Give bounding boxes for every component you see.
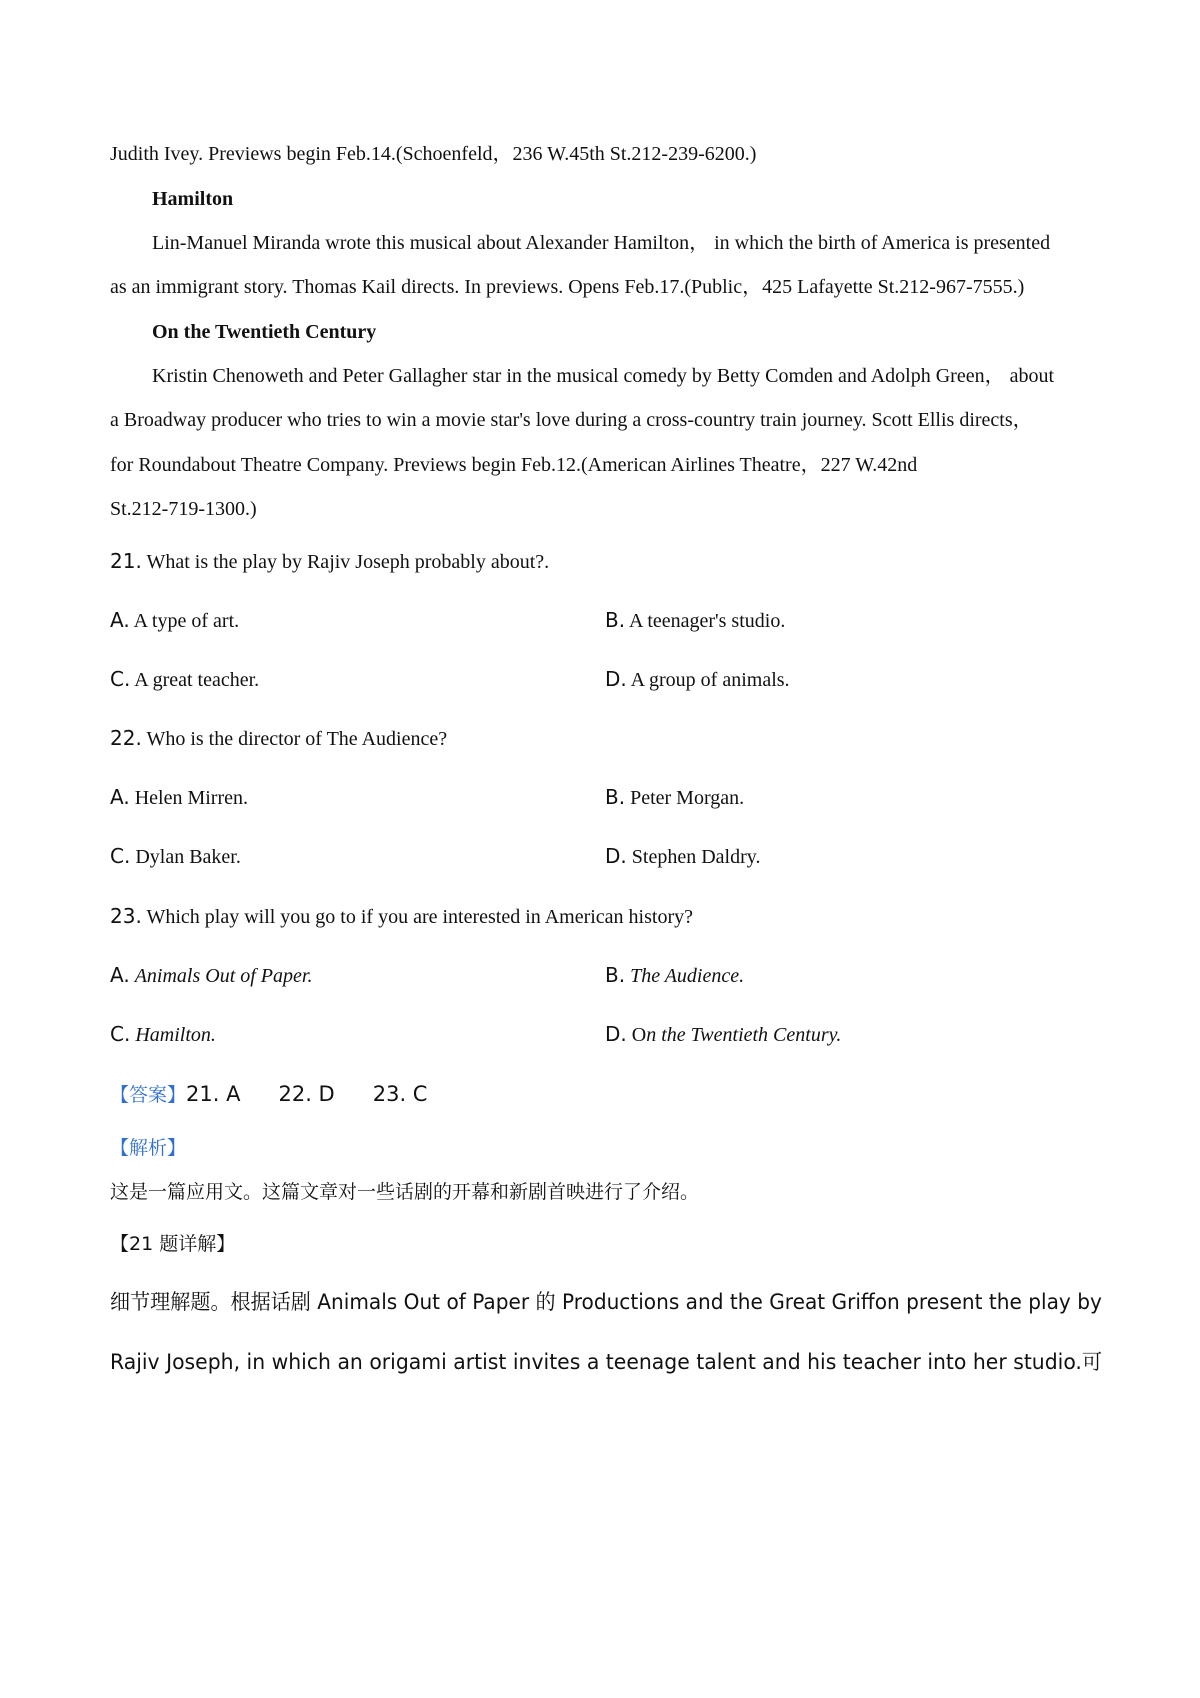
analysis-summary: 这是一篇应用文。这篇文章对一些话剧的开幕和新剧首映进行了介绍。 bbox=[110, 1181, 700, 1203]
question-21 bbox=[110, 547, 1102, 576]
question-23 bbox=[110, 902, 1102, 931]
hamilton-paragraph-line-1: Lin-Manuel Miranda wrote this musical about Alexander Hamilton， in which the birth of America is presented bbox=[152, 232, 1051, 254]
q22-option-c: C. Dylan Baker. bbox=[110, 844, 241, 868]
hamilton-heading: Hamilton bbox=[152, 188, 234, 210]
question-22 bbox=[110, 724, 1102, 753]
q21-option-c: C. A great teacher. bbox=[110, 667, 260, 691]
question-text: Which play will you go to if you are interested in American history? bbox=[146, 906, 693, 928]
century-heading: On the Twentieth Century bbox=[152, 321, 377, 343]
century-paragraph-line-2: a Broadway producer who tries to win a movie star's love during a cross-country train journey. Scott Ellis directs， bbox=[110, 409, 1033, 431]
answer-22: 22. D bbox=[278, 1082, 335, 1106]
q22-option-b: B. Peter Morgan. bbox=[605, 785, 745, 809]
q23-option-a: A. Animals Out of Paper. bbox=[110, 963, 313, 987]
q21-option-d: D. A group of animals. bbox=[605, 667, 790, 691]
q22-option-d: D. Stephen Daldry. bbox=[605, 844, 761, 868]
passage-line-judith: Judith Ivey. Previews begin Feb.14.(Schoenfeld，236 W.45th St.212-239-6200.) bbox=[110, 143, 757, 165]
q21-detail-line-1: 细节理解题。根据话剧 Animals Out of Paper 的 Productions and the Great Griffon present the play by bbox=[110, 1290, 1102, 1314]
hamilton-paragraph-line-2: as an immigrant story. Thomas Kail directs. In previews. Opens Feb.17.(Public，425 Lafayette St.212-967-7555.) bbox=[110, 276, 1025, 298]
analysis-label: 【解析】 bbox=[110, 1137, 187, 1159]
century-paragraph-line-3: for Roundabout Theatre Company. Previews begin Feb.12.(American Airlines Theatre，227 W.42nd bbox=[110, 454, 918, 476]
q22-option-a: A. Helen Mirren. bbox=[110, 785, 248, 809]
answer-23: 23. C bbox=[372, 1082, 428, 1106]
question-number: 23. bbox=[110, 904, 142, 928]
answer-21: 21. A bbox=[186, 1082, 241, 1106]
q21-option-b: B. A teenager's studio. bbox=[605, 608, 786, 632]
q23-option-d: D. On the Twentieth Century. bbox=[605, 1022, 842, 1046]
answer-label: 【答案】 bbox=[110, 1084, 187, 1106]
question-text: Who is the director of The Audience? bbox=[146, 728, 448, 750]
q23-option-c: C. Hamilton. bbox=[110, 1022, 216, 1046]
q21-option-a: A. A type of art. bbox=[110, 608, 240, 632]
question-text: What is the play by Rajiv Joseph probably about?. bbox=[146, 551, 550, 573]
century-paragraph-line-4: St.212-719-1300.) bbox=[110, 498, 257, 520]
century-paragraph-line-1: Kristin Chenoweth and Peter Gallagher star in the musical comedy by Betty Comden and Adolph Green， about bbox=[152, 365, 1055, 387]
answer-line bbox=[110, 1079, 427, 1110]
q21-detail-label: 【21 题详解】 bbox=[110, 1233, 236, 1255]
question-number: 21. bbox=[110, 549, 142, 573]
q23-option-b: B. The Audience. bbox=[605, 963, 745, 987]
question-number: 22. bbox=[110, 726, 142, 750]
q21-detail-line-2: Rajiv Joseph, in which an origami artist invites a teenage talent and his teacher into her studio.可 bbox=[110, 1350, 1103, 1374]
